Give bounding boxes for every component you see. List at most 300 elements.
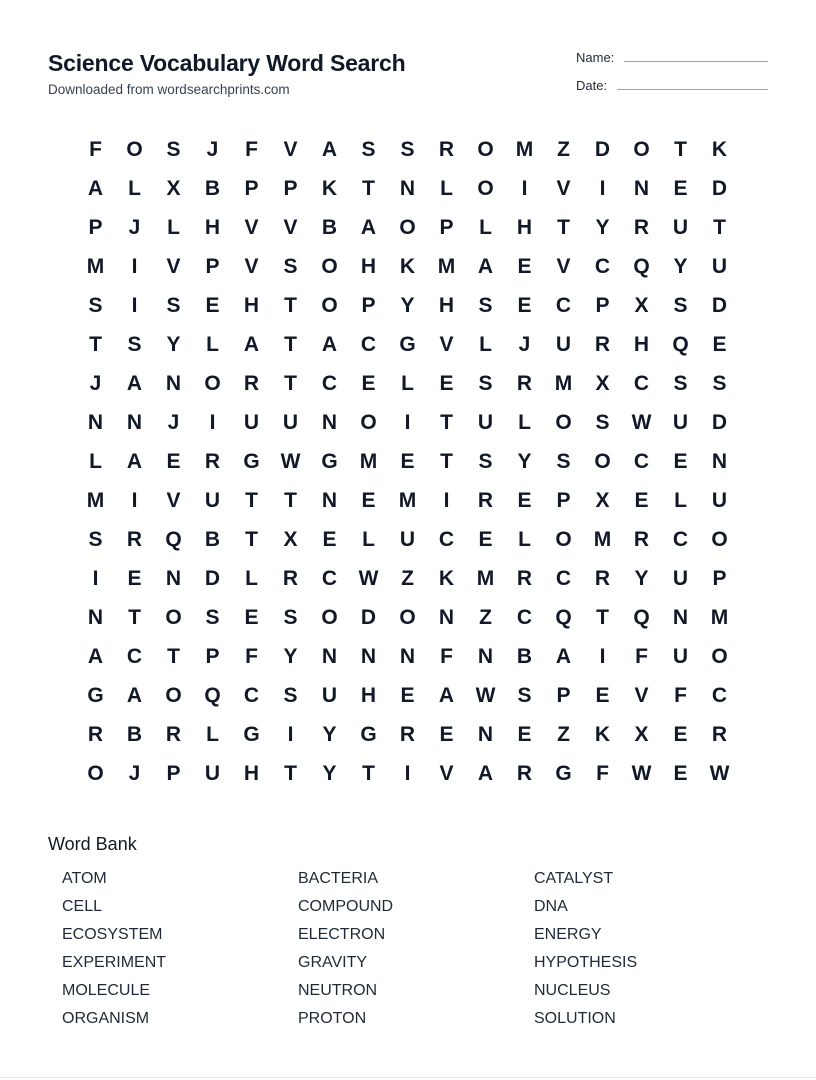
grid-letter: R — [516, 371, 533, 395]
grid-letter: S — [517, 683, 532, 707]
grid-letter: V — [556, 176, 571, 200]
grid-letter: N — [438, 605, 455, 629]
grid-letter: D — [711, 410, 728, 434]
grid-letter: W — [280, 449, 301, 473]
grid-letter: S — [478, 371, 493, 395]
grid-letter: S — [88, 527, 103, 551]
grid-letter: T — [557, 215, 570, 239]
grid-letter: R — [243, 371, 260, 395]
grid-letter: R — [711, 722, 728, 746]
grid-letter: G — [555, 761, 572, 785]
letter-grid — [76, 130, 739, 793]
grid-letter: S — [478, 293, 493, 317]
grid-letter: Y — [166, 332, 181, 356]
grid-letter: Q — [204, 683, 221, 707]
grid-letter: C — [711, 683, 728, 707]
grid-letter: M — [593, 527, 612, 551]
grid-letter: O — [594, 449, 611, 473]
grid-letter: R — [516, 566, 533, 590]
grid-letter: T — [713, 215, 726, 239]
grid-letter: O — [711, 644, 728, 668]
grid-letter: L — [518, 527, 531, 551]
grid-letter: L — [479, 332, 492, 356]
grid-letter: M — [437, 254, 456, 278]
bottom-divider — [0, 1077, 816, 1078]
grid-letter: L — [167, 215, 180, 239]
grid-letter: A — [87, 176, 104, 200]
grid-letter: I — [131, 488, 138, 512]
grid-letter: C — [555, 293, 572, 317]
grid-letter: R — [399, 722, 416, 746]
word-bank-item: DNA — [534, 898, 568, 915]
grid-letter: E — [712, 332, 727, 356]
grid-letter: Y — [322, 722, 337, 746]
grid-letter: U — [399, 527, 416, 551]
grid-letter: I — [443, 488, 450, 512]
grid-letter: M — [554, 371, 573, 395]
word-bank-item: SOLUTION — [534, 1010, 616, 1027]
grid-letter: O — [204, 371, 221, 395]
grid-letter: C — [360, 332, 377, 356]
grid-letter: N — [477, 722, 494, 746]
name-field — [576, 50, 768, 65]
grid-letter: E — [439, 371, 454, 395]
grid-letter: I — [599, 176, 606, 200]
grid-letter: Y — [595, 215, 610, 239]
grid-letter: L — [206, 332, 219, 356]
grid-letter: U — [282, 410, 299, 434]
grid-letter: R — [633, 215, 650, 239]
grid-letter: E — [634, 488, 649, 512]
grid-letter: O — [477, 137, 494, 161]
grid-letter: T — [362, 761, 375, 785]
grid-letter: N — [399, 644, 416, 668]
grid-letter: N — [87, 410, 104, 434]
word-bank-item: MOLECULE — [62, 982, 151, 999]
grid-letter: V — [166, 488, 181, 512]
grid-letter: L — [518, 410, 531, 434]
grid-letter: E — [361, 488, 376, 512]
grid-letter: L — [89, 449, 102, 473]
word-bank-item: ENERGY — [534, 926, 602, 943]
grid-letter: H — [516, 215, 533, 239]
grid-letter: U — [204, 761, 221, 785]
grid-letter: U — [672, 410, 689, 434]
grid-letter: E — [517, 254, 532, 278]
grid-letter: N — [672, 605, 689, 629]
grid-letter: Y — [673, 254, 688, 278]
grid-letter: J — [89, 371, 102, 395]
word-bank-item: NUCLEUS — [534, 982, 611, 999]
grid-letter: W — [475, 683, 496, 707]
grid-letter: C — [594, 254, 611, 278]
grid-letter: P — [361, 293, 376, 317]
grid-letter: P — [166, 761, 181, 785]
grid-letter: E — [205, 293, 220, 317]
grid-letter: V — [634, 683, 649, 707]
grid-letter: Y — [517, 449, 532, 473]
grid-letter: H — [243, 761, 260, 785]
grid-letter: V — [166, 254, 181, 278]
grid-letter: H — [360, 683, 377, 707]
grid-letter: T — [440, 410, 453, 434]
grid-letter: M — [359, 449, 378, 473]
grid-letter: E — [400, 449, 415, 473]
grid-letter: X — [595, 371, 610, 395]
grid-letter: N — [399, 176, 416, 200]
grid-letter: U — [321, 683, 338, 707]
grid-letter: A — [360, 215, 377, 239]
grid-letter: Q — [165, 527, 182, 551]
grid-letter: C — [321, 566, 338, 590]
grid-letter: H — [243, 293, 260, 317]
grid-letter: N — [165, 371, 182, 395]
grid-letter: O — [633, 137, 650, 161]
grid-letter: D — [204, 566, 221, 590]
grid-letter: T — [89, 332, 102, 356]
grid-letter: A — [438, 683, 455, 707]
grid-letter: V — [244, 215, 259, 239]
grid-letter: U — [672, 566, 689, 590]
grid-letter: S — [166, 293, 181, 317]
word-bank-item: ORGANISM — [62, 1010, 150, 1027]
grid-letter: T — [284, 371, 297, 395]
grid-letter: V — [283, 137, 298, 161]
grid-letter: S — [205, 605, 220, 629]
grid-letter: N — [633, 176, 650, 200]
grid-letter: O — [126, 137, 143, 161]
grid-letter: B — [321, 215, 338, 239]
grid-letter: K — [321, 176, 338, 200]
date-line — [617, 88, 768, 90]
grid-letter: L — [362, 527, 375, 551]
word-bank-item: PROTON — [298, 1010, 367, 1027]
grid-letter: X — [283, 527, 298, 551]
grid-letter: E — [439, 722, 454, 746]
grid-letter: O — [321, 605, 338, 629]
grid-letter: R — [594, 332, 611, 356]
grid-letter: J — [128, 215, 141, 239]
grid-letter: K — [711, 137, 728, 161]
grid-letter: P — [439, 215, 454, 239]
grid-letter: G — [243, 722, 260, 746]
grid-letter: P — [205, 644, 220, 668]
grid-letter: U — [672, 215, 689, 239]
grid-letter: N — [126, 410, 143, 434]
grid-letter: Y — [400, 293, 415, 317]
grid-letter: K — [438, 566, 455, 590]
grid-letter: L — [674, 488, 687, 512]
grid-letter: H — [438, 293, 455, 317]
grid-letter: S — [127, 332, 142, 356]
grid-letter: E — [322, 527, 337, 551]
grid-letter: R — [165, 722, 182, 746]
grid-letter: T — [674, 137, 687, 161]
grid-letter: R — [477, 488, 494, 512]
grid-letter: O — [321, 254, 338, 278]
grid-letter: N — [360, 644, 377, 668]
grid-letter: S — [673, 293, 688, 317]
grid-letter: Z — [557, 722, 570, 746]
grid-letter: S — [595, 410, 610, 434]
grid-letter: S — [166, 137, 181, 161]
grid-letter: D — [711, 176, 728, 200]
grid-letter: T — [284, 488, 297, 512]
grid-letter: T — [167, 644, 180, 668]
grid-letter: C — [633, 371, 650, 395]
grid-letter: O — [165, 683, 182, 707]
grid-letter: S — [478, 449, 493, 473]
grid-letter: U — [477, 410, 494, 434]
grid-letter: W — [631, 410, 652, 434]
grid-letter: E — [595, 683, 610, 707]
grid-letter: X — [634, 293, 649, 317]
grid-letter: U — [555, 332, 572, 356]
grid-letter: C — [321, 371, 338, 395]
grid-letter: O — [165, 605, 182, 629]
grid-letter: U — [243, 410, 260, 434]
grid-letter: S — [283, 605, 298, 629]
grid-letter: I — [599, 644, 606, 668]
grid-letter: F — [596, 761, 609, 785]
grid-letter: L — [401, 371, 414, 395]
word-bank-item: EXPERIMENT — [62, 954, 167, 971]
grid-letter: E — [127, 566, 142, 590]
page-subtitle: Downloaded from wordsearchprints.com — [48, 82, 290, 97]
grid-letter: E — [478, 527, 493, 551]
word-bank-item: BACTERIA — [298, 870, 379, 887]
grid-letter: N — [87, 605, 104, 629]
grid-letter: G — [360, 722, 377, 746]
grid-letter: B — [204, 176, 221, 200]
grid-letter: H — [204, 215, 221, 239]
grid-letter: O — [711, 527, 728, 551]
grid-letter: C — [633, 449, 650, 473]
grid-letter: D — [360, 605, 377, 629]
grid-letter: E — [673, 761, 688, 785]
grid-letter: N — [321, 488, 338, 512]
grid-letter: D — [711, 293, 728, 317]
grid-letter: O — [360, 410, 377, 434]
grid-letter: Q — [555, 605, 572, 629]
grid-letter: E — [673, 449, 688, 473]
grid-letter: J — [518, 332, 531, 356]
grid-letter: P — [556, 488, 571, 512]
grid-letter: R — [516, 761, 533, 785]
grid-letter: N — [165, 566, 182, 590]
grid-letter: C — [555, 566, 572, 590]
word-bank-title: Word Bank — [48, 834, 137, 854]
date-field — [576, 78, 768, 93]
grid-letter: P — [712, 566, 727, 590]
word-bank-item: ECOSYSTEM — [62, 926, 163, 943]
grid-letter: P — [556, 683, 571, 707]
grid-letter: H — [633, 332, 650, 356]
grid-letter: Y — [634, 566, 649, 590]
grid-letter: N — [711, 449, 728, 473]
grid-letter: D — [594, 137, 611, 161]
grid-letter: W — [709, 761, 730, 785]
grid-letter: P — [244, 176, 259, 200]
word-bank-item: HYPOTHESIS — [534, 954, 638, 971]
grid-letter: T — [362, 176, 375, 200]
grid-letter: S — [283, 254, 298, 278]
grid-letter: K — [399, 254, 416, 278]
grid-letter: K — [594, 722, 611, 746]
grid-letter: C — [438, 527, 455, 551]
grid-letter: T — [596, 605, 609, 629]
grid-letter: G — [87, 683, 104, 707]
grid-letter: P — [88, 215, 103, 239]
grid-letter: R — [282, 566, 299, 590]
grid-letter: H — [360, 254, 377, 278]
grid-letter: T — [284, 761, 297, 785]
grid-letter: M — [515, 137, 534, 161]
grid-letter: Z — [401, 566, 414, 590]
grid-letter: E — [400, 683, 415, 707]
grid-letter: F — [245, 137, 258, 161]
grid-letter: A — [126, 683, 143, 707]
grid-letter: I — [92, 566, 99, 590]
grid-letter: X — [166, 176, 181, 200]
grid-letter: N — [321, 644, 338, 668]
grid-letter: F — [440, 644, 453, 668]
grid-letter: J — [167, 410, 180, 434]
grid-letter: O — [321, 293, 338, 317]
grid-letter: P — [283, 176, 298, 200]
word-bank-list — [62, 868, 770, 1036]
grid-letter: P — [205, 254, 220, 278]
grid-letter: G — [321, 449, 338, 473]
grid-letter: I — [131, 293, 138, 317]
grid-letter: W — [631, 761, 652, 785]
grid-letter: Q — [672, 332, 689, 356]
grid-letter: L — [440, 176, 453, 200]
grid-letter: V — [439, 761, 454, 785]
grid-letter: G — [243, 449, 260, 473]
grid-letter: U — [711, 488, 728, 512]
grid-letter: A — [87, 644, 104, 668]
grid-letter: I — [404, 761, 411, 785]
grid-letter: Y — [322, 761, 337, 785]
grid-letter: E — [244, 605, 259, 629]
grid-letter: U — [672, 644, 689, 668]
grid-letter: R — [204, 449, 221, 473]
word-bank-item: CELL — [62, 898, 103, 915]
grid-letter: E — [361, 371, 376, 395]
grid-letter: P — [595, 293, 610, 317]
grid-letter: Q — [633, 605, 650, 629]
grid-letter: N — [321, 410, 338, 434]
grid-letter: W — [358, 566, 379, 590]
grid-letter: A — [477, 254, 494, 278]
grid-letter: T — [128, 605, 141, 629]
grid-letter: S — [712, 371, 727, 395]
grid-letter: L — [206, 722, 219, 746]
grid-letter: R — [594, 566, 611, 590]
grid-letter: T — [440, 449, 453, 473]
grid-letter: O — [87, 761, 104, 785]
word-bank-item: ATOM — [62, 870, 107, 887]
grid-letter: V — [556, 254, 571, 278]
grid-letter: B — [126, 722, 143, 746]
grid-letter: X — [634, 722, 649, 746]
grid-letter: T — [284, 332, 297, 356]
grid-letter: F — [674, 683, 687, 707]
grid-letter: C — [516, 605, 533, 629]
grid-letter: S — [673, 371, 688, 395]
grid-letter: T — [245, 527, 258, 551]
grid-letter: I — [404, 410, 411, 434]
grid-letter: Y — [283, 644, 298, 668]
grid-letter: A — [126, 371, 143, 395]
grid-letter: R — [126, 527, 143, 551]
grid-letter: C — [126, 644, 143, 668]
grid-letter: U — [711, 254, 728, 278]
name-line — [624, 60, 768, 62]
grid-letter: R — [438, 137, 455, 161]
grid-letter: Z — [479, 605, 492, 629]
grid-letter: F — [635, 644, 648, 668]
grid-letter: A — [477, 761, 494, 785]
name-label: Name: — [576, 50, 615, 65]
grid-letter: A — [321, 332, 338, 356]
grid-letter: U — [204, 488, 221, 512]
grid-letter: M — [398, 488, 417, 512]
grid-letter: I — [521, 176, 528, 200]
grid-letter: M — [86, 254, 105, 278]
grid-letter: Q — [633, 254, 650, 278]
grid-letter: M — [476, 566, 495, 590]
grid-letter: A — [321, 137, 338, 161]
grid-letter: I — [287, 722, 294, 746]
grid-letter: O — [399, 215, 416, 239]
grid-letter: L — [245, 566, 258, 590]
grid-letter: C — [243, 683, 260, 707]
grid-letter: X — [595, 488, 610, 512]
word-bank-item: COMPOUND — [298, 898, 394, 915]
grid-letter: R — [87, 722, 104, 746]
grid-letter: I — [209, 410, 216, 434]
grid-letter: J — [128, 761, 141, 785]
grid-letter: C — [672, 527, 689, 551]
grid-letter: J — [206, 137, 219, 161]
grid-letter: B — [516, 644, 533, 668]
grid-letter: R — [633, 527, 650, 551]
grid-letter: B — [204, 527, 221, 551]
grid-letter: I — [131, 254, 138, 278]
grid-letter: A — [243, 332, 260, 356]
grid-letter: G — [399, 332, 416, 356]
grid-letter: V — [244, 254, 259, 278]
grid-letter: F — [89, 137, 102, 161]
grid-letter: S — [556, 449, 571, 473]
grid-letter: S — [400, 137, 415, 161]
grid-letter: M — [710, 605, 729, 629]
grid-letter: L — [479, 215, 492, 239]
grid-letter: O — [399, 605, 416, 629]
grid-letter: S — [88, 293, 103, 317]
page-title: Science Vocabulary Word Search — [48, 50, 406, 76]
grid-letter: O — [555, 410, 572, 434]
grid-letter: E — [517, 722, 532, 746]
grid-letter: L — [128, 176, 141, 200]
date-label: Date: — [576, 78, 608, 93]
grid-letter: A — [555, 644, 572, 668]
grid-letter: O — [477, 176, 494, 200]
grid-letter: M — [86, 488, 105, 512]
grid-letter: A — [126, 449, 143, 473]
